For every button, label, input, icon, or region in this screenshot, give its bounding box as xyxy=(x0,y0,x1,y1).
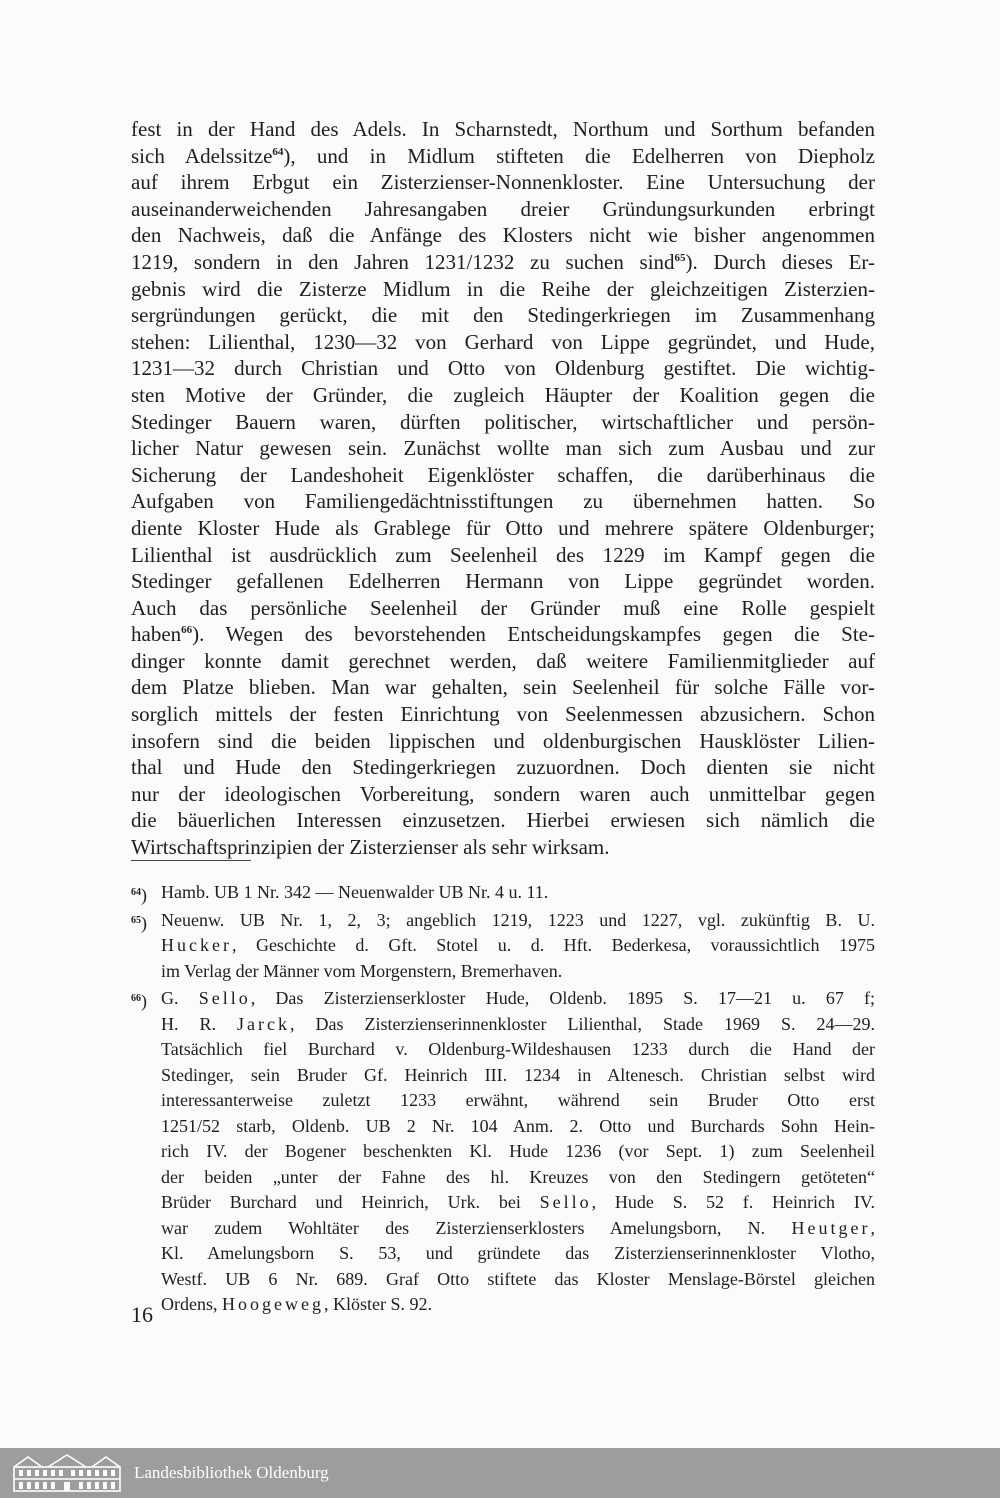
body-line: Lilienthal ist ausdrücklich zum Seelenheil des 1229 im Kampf gegen die xyxy=(131,542,875,567)
body-line: Auch das persönliche Seelenheil der Gründer muß eine Rolle gespielt xyxy=(131,595,875,620)
body-line: licher Natur gewesen sein. Zunächst wollte man sich zum Ausbau und zur xyxy=(131,436,875,461)
body-line: sorglich mittels der festen Einrichtung von Seelenmessen abzusichern. Schon xyxy=(131,702,875,727)
footnote-line: Kl. Amelungsborn S. 53, und gründete das Zisterzienserinnenkloster Vlotho, xyxy=(161,1243,875,1263)
body-line: auf ihrem Erbgut ein Zisterzienser-Nonnenkloster. Eine Untersuchung der xyxy=(131,170,875,195)
body-line: dem Platze blieben. Man war gehalten, sein Seelenheil für solche Fälle vor- xyxy=(131,675,875,700)
footnote-line: im Verlag der Männer vom Morgenstern, Bremerhaven. xyxy=(161,960,563,981)
body-line: insofern sind die beiden lippischen und oldenburgischen Hausklöster Lilien- xyxy=(131,728,875,753)
library-building-icon xyxy=(8,1453,126,1493)
body-line: stehen: Lilienthal, 1230—32 von Gerhard von Lippe gegründet, und Hude, xyxy=(131,329,875,354)
body-line: haben$^{66}$). Wegen des bevorstehenden Entscheidungskampfes gegen die Ste- xyxy=(131,622,875,647)
body-line: sich Adelssitze$^{64}$), und in Midlum stifteten die Edelherren von Diepholz xyxy=(131,143,875,168)
footnote-line: Ordens, Hoogeweg, Klöster S. 92. xyxy=(161,1294,432,1314)
footnote xyxy=(131,880,875,906)
body-line: sergründungen gerückt, die mit den Stedingerkriegen im Zusammenhang xyxy=(131,303,875,328)
body-line: den Nachweis, daß die Anfänge des Klosters nicht wie bisher angenommen xyxy=(131,223,875,248)
body-line: auseinanderweichenden Jahresangaben dreier Gründungsurkunden erbringt xyxy=(131,196,875,221)
footnote-line: war zudem Wohltäter des Zisterzienserklosters Amelungsborn, N. Heutger, xyxy=(161,1217,875,1238)
body-line: gebnis wird die Zisterze Midlum in die Reihe der gleichzeitigen Zisterzien- xyxy=(131,276,875,301)
body-line: Stedinger gefallenen Edelherren Hermann von Lippe gegründet worden. xyxy=(131,569,875,594)
footnotes xyxy=(131,880,875,1320)
footnote-line: rich IV. der Bogener beschenkten Kl. Hude 1236 (vor Sept. 1) zum Seelenheil xyxy=(161,1141,875,1161)
body-line: 1231—32 durch Christian und Otto von Oldenburg gestiftet. Die wichtig- xyxy=(131,356,875,381)
body-text xyxy=(131,116,875,861)
footnote-line: Hamb. UB 1 Nr. 342 — Neuenwalder UB Nr. 4 u. 11. xyxy=(161,882,549,902)
footnote xyxy=(131,986,875,1318)
body-line: Aufgaben von Familiengedächtnisstiftungen zu übernehmen hatten. So xyxy=(131,489,875,514)
footnote-number: $^{66}$) xyxy=(131,991,147,1011)
page-number: 16 xyxy=(131,1302,153,1327)
footnote-line: Stedinger, sein Bruder Gf. Heinrich III. 1234 in Altenesch. Christian selbst wird xyxy=(161,1064,875,1085)
body-line: die bäuerlichen Interessen einzusetzen. Hierbei erwiesen sich nämlich die xyxy=(131,808,875,833)
footnote-reference: 65 xyxy=(674,251,686,264)
body-line: diente Kloster Hude als Grablege für Otto und mehrere spätere Oldenburger; xyxy=(131,515,875,540)
footnote-line: Westf. UB 6 Nr. 689. Graf Otto stiftete das Kloster Menslage-Börstel gleichen xyxy=(161,1268,875,1289)
body-line: Wirtschaftsprinzipien der Zisterzienser als sehr wirksam. xyxy=(131,835,610,860)
footnote-number: $^{65}$) xyxy=(131,912,147,933)
body-line: Sicherung der Landeshoheit Eigenklöster schaffen, die darüberhinaus die xyxy=(131,462,875,487)
footnote-number: $^{64}$) xyxy=(131,885,147,905)
footnote-line: H. R. Jarck, Das Zisterzienserinnenkloster Lilienthal, Stade 1969 S. 24—29. xyxy=(161,1013,875,1034)
footnote-line: der beiden „unter der Fahne des hl. Kreuzes von den Stedingern getöteten“ xyxy=(161,1166,875,1187)
footnote-reference: 66 xyxy=(181,624,193,637)
footnote-line: interessanterweise zuletzt 1233 erwähnt, während sein Bruder Otto erst xyxy=(161,1090,875,1110)
body-line: fest in der Hand des Adels. In Scharnstedt, Northum und Sorthum befanden xyxy=(131,117,875,141)
body-line: 1219, sondern in den Jahren 1231/1232 zu suchen sind$^{65}$). Durch dieses Er- xyxy=(131,249,875,274)
body-line: thal und Hude den Stedingerkriegen zuzuordnen. Doch dienten sie nicht xyxy=(131,755,875,780)
footnote-line: Hucker, Geschichte d. Gft. Stotel u. d. Hft. Bederkesa, voraussichtlich 1975 xyxy=(161,935,875,955)
body-line: dinger konnte damit gerechnet werden, daß weitere Familienmitglieder auf xyxy=(131,648,875,673)
footnote xyxy=(131,908,875,985)
footnote-reference: 64 xyxy=(272,145,284,158)
body-line: Stedinger Bauern waren, dürften politischer, wirtschaftlicher und persön- xyxy=(131,409,875,434)
footnote-separator xyxy=(131,860,251,861)
footer-bar xyxy=(0,1448,1000,1498)
footnote-line: G. Sello, Das Zisterzienserkloster Hude, Oldenb. 1895 S. 17—21 u. 67 f; xyxy=(161,988,875,1008)
footnote-line: Tatsächlich fiel Burchard v. Oldenburg-Wildeshausen 1233 durch die Hand der xyxy=(161,1039,875,1059)
body-line: nur der ideologischen Vorbereitung, sondern waren auch unmittelbar gegen xyxy=(131,781,875,806)
footnote-line: Brüder Burchard und Heinrich, Urk. bei Sello, Hude S. 52 f. Heinrich IV. xyxy=(161,1192,875,1212)
footer-label: Landesbibliothek Oldenburg xyxy=(134,1463,329,1482)
footnote-line: 1251/52 starb, Oldenb. UB 2 Nr. 104 Anm. 2. Otto und Burchards Sohn Hein- xyxy=(161,1115,875,1136)
body-line: sten Motive der Gründer, die zugleich Häupter der Koalition gegen die xyxy=(131,382,875,407)
footnote-line: Neuenw. UB Nr. 1, 2, 3; angeblich 1219, 1223 und 1227, vgl. zukünftig B. U. xyxy=(161,909,875,930)
